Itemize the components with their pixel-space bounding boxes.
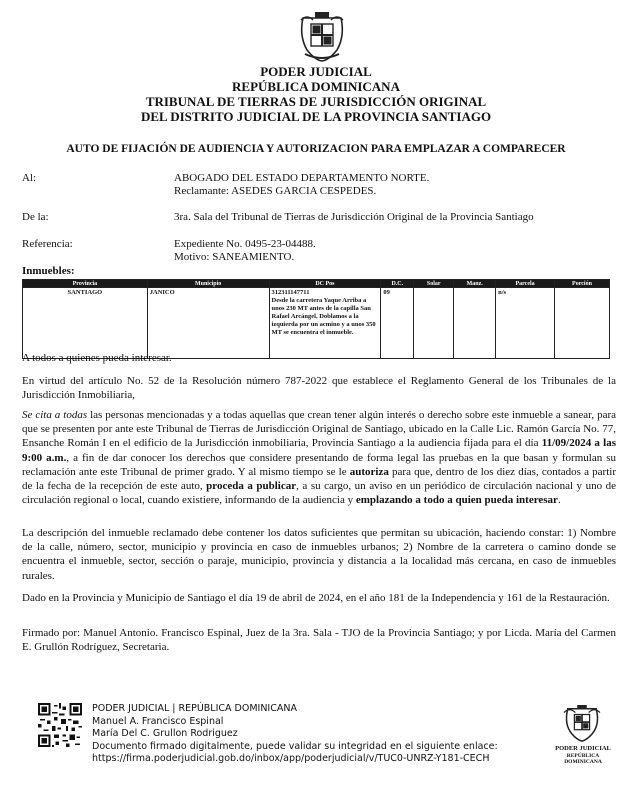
dc-pos-description: Desde la carretera Yaque Arriba a unos 230 MT antes de la capilla San Rafael Arcángel, Doblamos a la izquierda por un acmino y a unos 350 MT se encuentra el inmueble. (271, 297, 376, 336)
col-parcela: Parcela (496, 280, 555, 288)
cell-solar (414, 288, 454, 359)
inmuebles-label: Inmuebles: (22, 265, 75, 277)
col-manz: Manz. (454, 280, 496, 288)
col-provincia: Provincia (23, 280, 148, 288)
sig-line-judge: Manuel A. Francisco Espinal (92, 715, 224, 727)
header-line-1: PODER JUDICIAL (260, 64, 372, 79)
header-line-3: TRIBUNAL DE TIERRAS DE JURISDICCIÓN ORIGINAL (145, 94, 487, 109)
cell-manz (454, 288, 496, 359)
col-porcion: Porción (555, 280, 610, 288)
inmuebles-table (22, 279, 610, 359)
seal-caption-line-2: REPÚBLICA DOMINICANA (564, 752, 602, 765)
digital-signature-block (92, 703, 498, 766)
sig-line-institution: PODER JUDICIAL | REPÚBLICA DOMINICANA (92, 703, 297, 714)
signed-by-paragraph: Firmado por: Manuel Antonio. Francisco Espinal, Juez de la 3ra. Sala - TJO de la Provincia Santiago; y por Licda. María del Carmen E. Grullón Rodríguez, Secretaria. (22, 627, 616, 654)
header-line-4: DEL DISTRITO JUDICIAL DE LA PROVINCIA SANTIAGO (140, 109, 492, 124)
document-title: AUTO DE FIJACIÓN DE AUDIENCIA Y AUTORIZACION PARA EMPLAZAR A COMPARECER (66, 143, 566, 155)
citation-text-e: . (557, 494, 561, 507)
legal-basis-paragraph: En virtud del artículo No. 52 de la Resolución número 787-2022 que establece el Reglamento General de los Tribunales de la Jurisdicción Inmobiliaria, (22, 375, 616, 402)
cell-provincia: SANTIAGO (23, 288, 148, 359)
cell-parcela: n/s (496, 288, 555, 359)
dela-value: 3ra. Sala del Tribunal de Tierras de Jurisdicción Original de la Provincia Santiago (174, 211, 534, 223)
proceda-emphasis: proceda a publicar (206, 480, 297, 493)
citation-paragraph (22, 408, 616, 507)
emplazando-emphasis: emplazando a todo a quien pueda interesar (355, 494, 558, 507)
qr-code-icon (38, 703, 82, 747)
referencia-value (174, 238, 316, 264)
col-municipio: Municipio (147, 280, 269, 288)
al-line-2: Reclamante: ASEDES GARCIA CESPEDES. (174, 185, 377, 197)
cell-dc-pos (269, 288, 381, 359)
cell-porcion (555, 288, 610, 359)
dated-paragraph: Dado en la Provincia y Municipio de Santiago el día 19 de abril de 2024, en el año 181 de la Independencia y 161 de la Restauración. (22, 592, 610, 604)
cell-dc: 09 (381, 288, 414, 359)
dc-pos-code: 312311147711 (271, 289, 310, 296)
citation-text-a: las personas mencionadas y a todas aquellas que crean tener algún interés o derecho sobre este inmueble a sanear, para que se presenten por ante este Tribunal de Tierras de Jurisdicción Original de Santiago, ubicado en la Calle Lic. Ramón García No. 77, Ensanche Román I en el edificio de la Jurisdicción inmobiliaria, Provincia Santiago a la audiencia fijada para el día (22, 409, 616, 450)
court-header (0, 64, 632, 124)
autoriza-emphasis: autoriza (349, 465, 389, 478)
ref-line-2: Motivo: SANEAMIENTO. (174, 251, 295, 263)
cita-emphasis: Se cita a todas (22, 409, 88, 421)
al-label: Al: (22, 172, 37, 184)
sig-line-notice: Documento firmado digitalmente, puede validar su integridad en el siguiente enlace: (92, 740, 498, 752)
header-line-2: REPÚBLICA DOMINICANA (232, 79, 400, 94)
coat-of-arms-icon (297, 10, 347, 62)
table-header-row (23, 280, 610, 288)
ref-line-1: Expediente No. 0495-23-04488. (174, 238, 316, 250)
citation-text-b: , a fin de dar conocer los derechos que considere presentando de forma legal las pruebas en la que basan y formulan su reclamación ante este Tribunal de primer grado. Y al mismo tiempo se le (22, 451, 617, 478)
table-row (23, 288, 610, 359)
seal-caption-line-1: PODER JUDICIAL (555, 745, 611, 752)
al-value (174, 172, 429, 198)
col-solar: Solar (414, 280, 454, 288)
hearing-date: 11/09/2024 a las 9:00 a.m. (22, 437, 616, 464)
dela-label: De la: (22, 211, 49, 223)
al-line-1: ABOGADO DEL ESTADO DEPARTAMENTO NORTE. (174, 172, 430, 184)
description-paragraph: La descripción del inmueble reclamado debe contener los datos suficientes que permitan su ubicación, haciendo constar: 1) Nombre de la calle, número, sector, municipio y provincia en caso de inmuebles urbanos; 2) Nombre de la carretera o camino donde se encuentra el inmueble, sector, sección o paraje, municipio, provincia y distancia a la localidad más cercana, en caso de inmuebles rurales. (22, 527, 616, 582)
seal-caption (552, 746, 614, 766)
col-dc-pos: DC Pos (269, 280, 381, 288)
sig-verification-link[interactable]: https://firma.poderjudicial.gob.do/inbox/app/poderjudicial/v/TUC0-UNRZ-Y181-CECH (92, 753, 490, 764)
citation-text-d: , a su cargo, un aviso en un periódico de circulación nacional y uno de circulación regional o local, cuando existiere, informando de la audiencia y (22, 480, 616, 507)
greeting-paragraph: A todos a quienes pueda interesar. (22, 352, 172, 364)
cell-municipio: JANICO (147, 288, 269, 359)
sig-line-secretary: María Del C. Grullon Rodriguez (92, 728, 238, 739)
col-dc: D.C. (381, 280, 414, 288)
referencia-label: Referencia: (22, 238, 73, 250)
coat-of-arms-icon (558, 705, 606, 743)
citation-text-c: para que, dentro de los diez días, contados a partir de la fecha de la recepción de este auto, (22, 465, 616, 493)
